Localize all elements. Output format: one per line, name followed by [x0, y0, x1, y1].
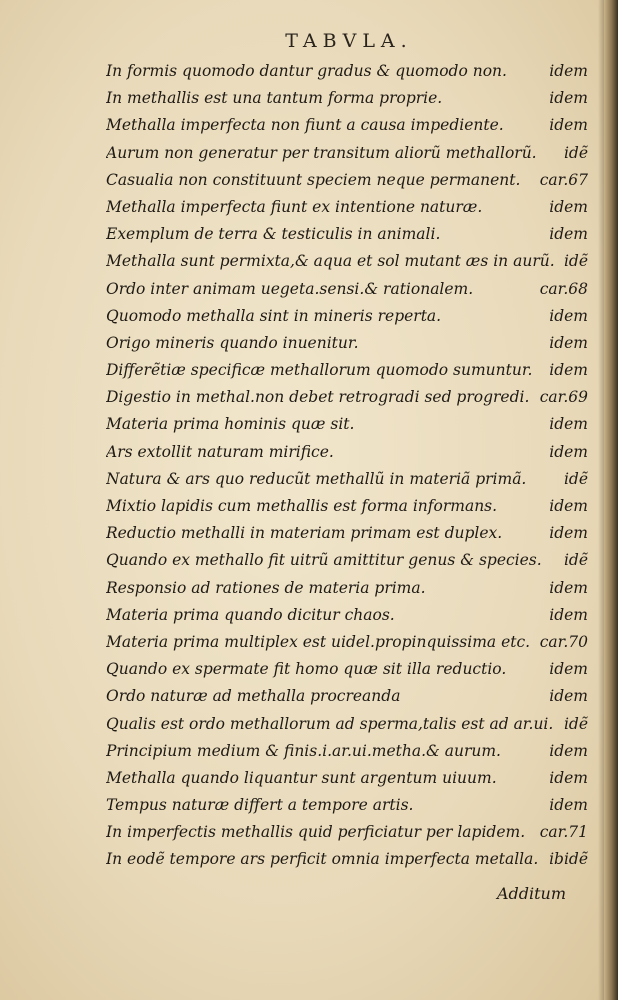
entry-text: Methalla imperfecta non fiunt a causa impediente.	[106, 116, 504, 135]
entry-text: Methalla imperfecta fiunt ex intentione naturæ.	[106, 197, 483, 216]
index-entry	[106, 330, 588, 357]
entry-text: Responsio ad rationes de materia prima.	[106, 578, 426, 597]
entry-text: Methalla quando liquantur sunt argentum uiuum.	[106, 768, 497, 787]
entry-text: Ars extollit naturam mirifice.	[106, 442, 334, 461]
entry-text: Materia prima multiplex est uidel.propinquissima etc.	[106, 632, 531, 651]
entry-reference: idem	[549, 62, 588, 80]
catchword: Additum	[496, 884, 566, 903]
entry-text: In methallis est una tantum forma proprie.	[106, 89, 443, 108]
entry-text: Principium medium & finis.i.ar.ui.metha.& aurum.	[106, 741, 501, 760]
entry-reference: car.69	[539, 388, 588, 407]
index-entry	[106, 221, 588, 248]
entry-text: Qualis est ordo methallorum ad sperma,talis est ad ar.ui.	[106, 714, 554, 733]
index-entry	[106, 656, 588, 683]
entry-text: Casualia non constituunt speciem neque permanent.	[106, 170, 521, 189]
index-entry	[106, 602, 588, 629]
index-entry	[106, 520, 588, 547]
entry-reference: idem	[549, 333, 588, 352]
page-header: TABVLA.	[285, 30, 413, 52]
index-entry	[106, 547, 588, 574]
entry-text: Differẽtiæ specificæ methallorum quomodo sumuntur.	[106, 361, 533, 380]
entry-text: Quando ex spermate fit homo quæ sit illa reductio.	[106, 660, 507, 679]
entry-text: Exemplum de terra & testiculis in animali.	[106, 225, 441, 244]
entry-reference: idẽ	[563, 714, 588, 733]
entry-text: Quando ex methallo fit uitrũ amittitur genus & species.	[106, 551, 542, 570]
entry-reference: idem	[549, 660, 588, 679]
entry-reference: idem	[549, 497, 588, 515]
entry-text: Tempus naturæ differt a tempore artis.	[106, 796, 414, 815]
index-entry	[106, 85, 588, 112]
entry-reference: idem	[549, 442, 588, 461]
index-entry	[106, 575, 588, 602]
index-entry	[106, 276, 588, 303]
entry-reference: idem	[549, 225, 588, 244]
entry-reference: idẽ	[563, 469, 588, 488]
index-entry	[106, 112, 588, 139]
entry-reference: car.67	[539, 170, 588, 189]
entry-reference: idẽ	[563, 143, 588, 162]
entry-reference: idem	[549, 197, 588, 216]
entry-reference: ibidẽ	[549, 850, 588, 869]
entry-reference: idem	[549, 605, 588, 624]
entry-reference: idem	[549, 361, 588, 380]
index-entry	[106, 248, 588, 275]
index-entry	[106, 765, 588, 792]
index-entries	[106, 58, 588, 874]
entry-text: Reductio methalli in materiam primam est duplex.	[106, 524, 503, 543]
entry-reference: idẽ	[563, 252, 588, 271]
index-entry	[106, 711, 588, 738]
index-entry	[106, 493, 588, 520]
entry-text: Ordo naturæ ad methalla procreanda	[106, 687, 401, 706]
index-entry	[106, 629, 588, 656]
index-entry	[106, 140, 588, 167]
index-entry	[106, 357, 588, 384]
entry-text: Origo mineris quando inuenitur.	[106, 333, 359, 352]
entry-reference: idem	[549, 741, 588, 760]
index-entry	[106, 167, 588, 194]
entry-reference: car.71	[539, 823, 588, 842]
entry-reference: idẽ	[563, 551, 588, 570]
index-entry	[106, 466, 588, 493]
entry-reference: car.70	[539, 632, 588, 651]
index-entry	[106, 439, 588, 466]
entry-text: Materia prima quando dicitur chaos.	[106, 605, 395, 624]
index-entry	[106, 846, 588, 873]
entry-reference: idem	[549, 524, 588, 543]
index-entry	[106, 58, 588, 85]
index-entry	[106, 738, 588, 765]
entry-reference: idem	[549, 687, 588, 706]
entry-text: In imperfectis methallis quid perficiatur per lapidem.	[106, 823, 526, 842]
entry-text: In eodẽ tempore ars perficit omnia imperfecta metalla.	[106, 850, 539, 869]
entry-reference: idem	[549, 578, 588, 597]
entry-reference: idem	[549, 306, 588, 325]
entry-reference: idem	[549, 116, 588, 135]
entry-text: Materia prima hominis quæ sit.	[106, 415, 355, 434]
entry-reference: idem	[549, 796, 588, 815]
index-entry	[106, 792, 588, 819]
entry-text: Natura & ars quo reducũt methallũ in materiã primã.	[106, 469, 527, 488]
entry-reference: idem	[549, 89, 588, 108]
entry-reference: idem	[549, 768, 588, 787]
entry-text: Aurum non generatur per transitum aliorũ methallorũ.	[106, 143, 537, 162]
entry-text: Quomodo methalla sint in mineris reperta.	[106, 306, 442, 325]
page-edge	[604, 0, 618, 1000]
index-entry	[106, 303, 588, 330]
index-entry	[106, 194, 588, 221]
entry-text: Ordo inter animam uegeta.sensi.& rationalem.	[106, 279, 474, 298]
index-entry	[106, 384, 588, 411]
entry-text: Methalla sunt permixta,& aqua et sol mutant æs in aurũ.	[106, 252, 555, 271]
entry-text: In formis quomodo dantur gradus & quomodo non.	[106, 62, 507, 80]
entry-reference: idem	[549, 415, 588, 434]
entry-reference: car.68	[539, 279, 588, 298]
index-entry	[106, 411, 588, 438]
entry-text: Digestio in methal.non debet retrogradi sed progredi.	[106, 388, 530, 407]
index-entry	[106, 683, 588, 710]
index-entry	[106, 819, 588, 846]
entry-text: Mixtio lapidis cum methallis est forma informans.	[106, 497, 498, 515]
